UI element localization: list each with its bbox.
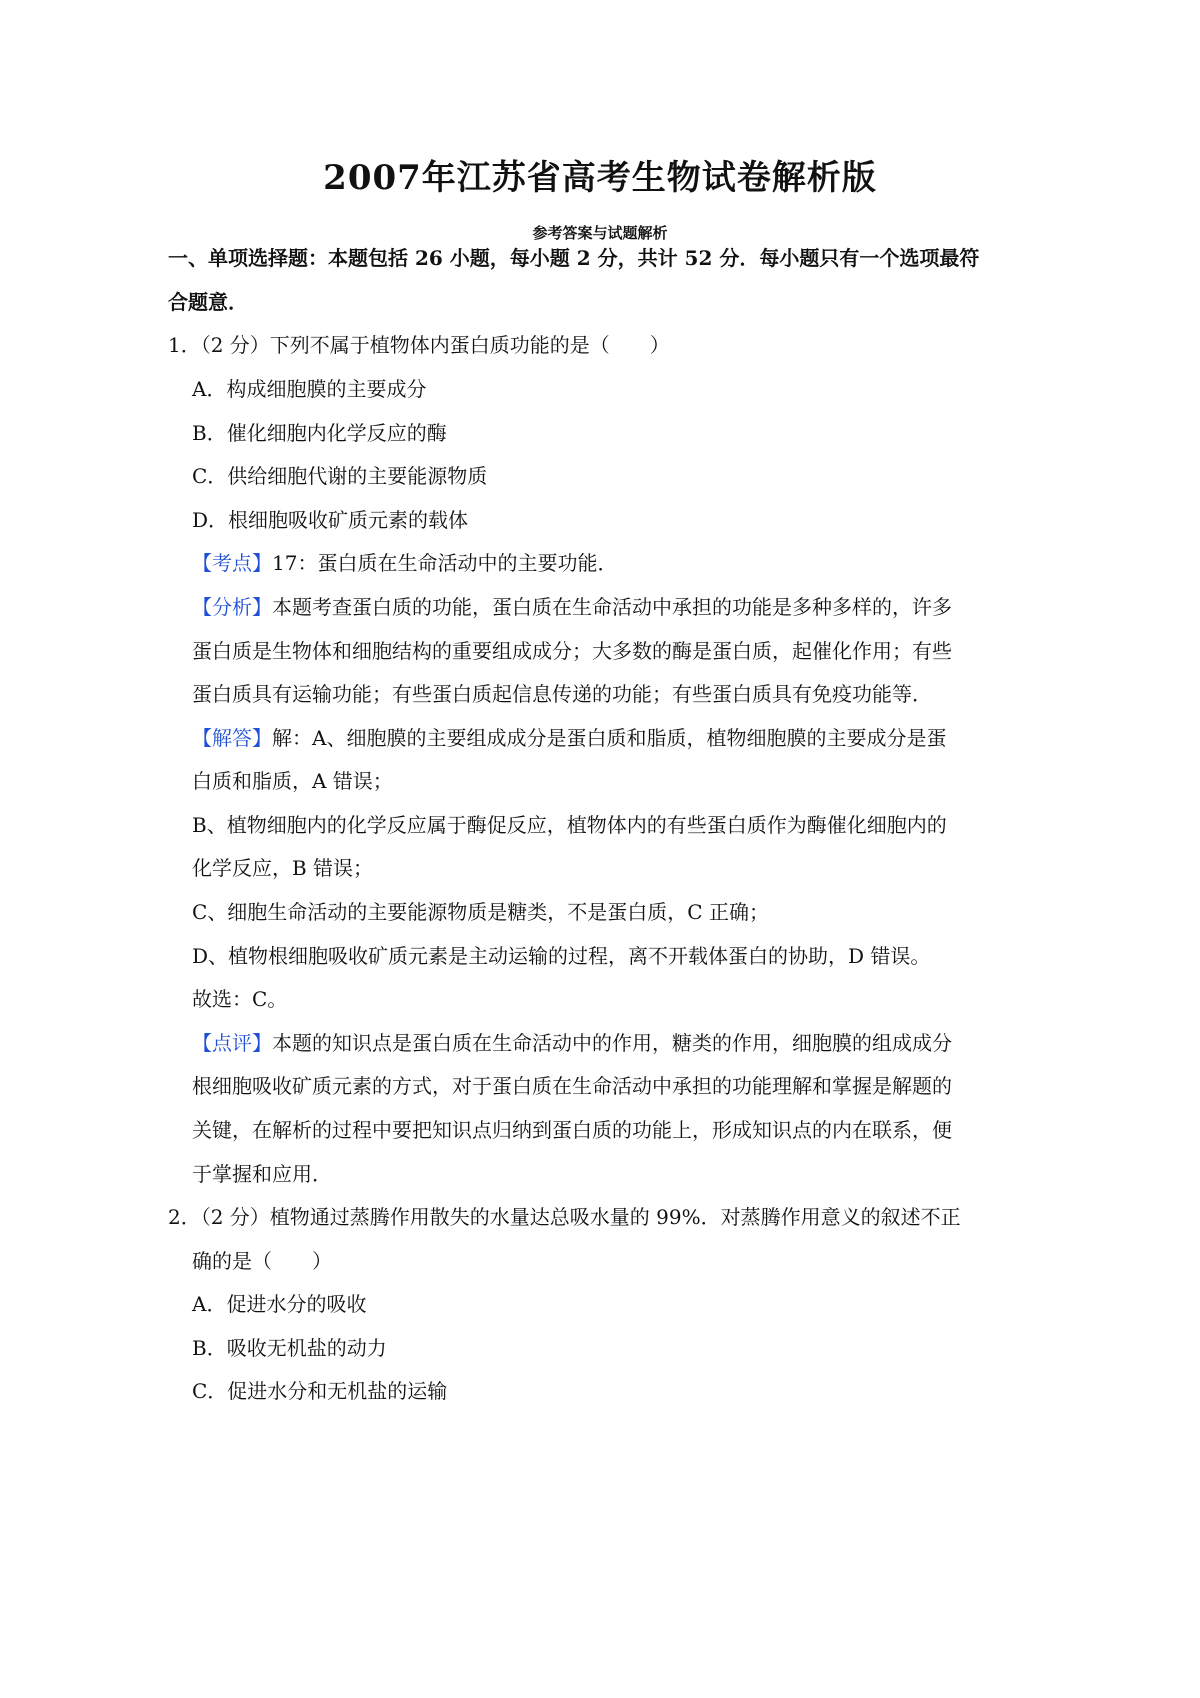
fenxi-line-3: 蛋白质具有运输功能；有些蛋白质起信息传递的功能；有些蛋白质具有免疫功能等． bbox=[192, 682, 932, 706]
dianping-tag: 【点评】 bbox=[192, 1031, 272, 1055]
dianping-line-1 bbox=[192, 1028, 952, 1058]
kaodian-line bbox=[192, 548, 617, 578]
section-heading-line-1: 一、单项选择题：本题包括 26 小题，每小题 2 分，共计 52 分．每小题只有一个选项最符 bbox=[168, 246, 980, 270]
dianping-line-3: 关键，在解析的过程中要把知识点归纳到蛋白质的功能上，形成知识点的内在联系，便 bbox=[192, 1118, 952, 1142]
kaodian-tag: 【考点】 bbox=[192, 551, 272, 575]
dianping-line-4: 于掌握和应用． bbox=[192, 1162, 332, 1186]
fenxi-line-1 bbox=[192, 592, 952, 622]
jieda-line-2: 白质和脂质，A 错误； bbox=[192, 769, 393, 793]
jieda-line-6: D、植物根细胞吸收矿质元素是主动运输的过程，离不开载体蛋白的协助，D 错误。 bbox=[192, 944, 931, 968]
fenxi-tag: 【分析】 bbox=[192, 595, 272, 619]
kaodian-text: 17：蛋白质在生命活动中的主要功能． bbox=[272, 551, 618, 575]
page-subtitle: 参考答案与试题解析 bbox=[532, 224, 668, 242]
question-1-option-b: B．催化细胞内化学反应的酶 bbox=[192, 421, 447, 445]
jieda-tag: 【解答】 bbox=[192, 726, 272, 750]
jieda-line-1 bbox=[192, 723, 946, 753]
question-1-stem: 1．（2 分）下列不属于植物体内蛋白质功能的是（ ） bbox=[168, 333, 670, 357]
dianping-line-2: 根细胞吸收矿质元素的方式，对于蛋白质在生命活动中承担的功能理解和掌握是解题的 bbox=[192, 1074, 952, 1098]
question-2-option-c: C．促进水分和无机盐的运输 bbox=[192, 1379, 448, 1403]
jieda-line-7: 故选：C。 bbox=[192, 987, 288, 1011]
fenxi-line-2: 蛋白质是生物体和细胞结构的重要组成成分；大多数的酶是蛋白质，起催化作用；有些 bbox=[192, 639, 952, 663]
question-1-option-c: C．供给细胞代谢的主要能源物质 bbox=[192, 464, 488, 488]
question-1-option-d: D．根细胞吸收矿质元素的载体 bbox=[192, 508, 469, 532]
question-1-option-a: A．构成细胞膜的主要成分 bbox=[192, 377, 427, 401]
jieda-line-3: B、植物细胞内的化学反应属于酶促反应，植物体内的有些蛋白质作为酶催化细胞内的 bbox=[192, 813, 947, 837]
section-heading-line-2: 合题意． bbox=[168, 290, 248, 314]
question-2-option-b: B．吸收无机盐的动力 bbox=[192, 1336, 387, 1360]
fenxi-text-1: 本题考查蛋白质的功能，蛋白质在生命活动中承担的功能是多种多样的，许多 bbox=[272, 595, 952, 619]
page-title: 2007年江苏省高考生物试卷解析版 bbox=[323, 158, 877, 198]
dianping-text-1: 本题的知识点是蛋白质在生命活动中的作用，糖类的作用，细胞膜的组成成分 bbox=[272, 1031, 952, 1055]
jieda-text-1: 解：A、细胞膜的主要组成成分是蛋白质和脂质，植物细胞膜的主要成分是蛋 bbox=[272, 726, 947, 750]
question-2-stem-line-2: 确的是（ ） bbox=[192, 1249, 332, 1273]
jieda-line-5: C、细胞生命活动的主要能源物质是糖类，不是蛋白质，C 正确； bbox=[192, 900, 769, 924]
jieda-line-4: 化学反应，B 错误； bbox=[192, 856, 374, 880]
question-2-option-a: A．促进水分的吸收 bbox=[192, 1292, 367, 1316]
question-2-stem-line-1: 2．（2 分）植物通过蒸腾作用散失的水量达总吸水量的 99%．对蒸腾作用意义的叙述不正 bbox=[168, 1205, 961, 1229]
